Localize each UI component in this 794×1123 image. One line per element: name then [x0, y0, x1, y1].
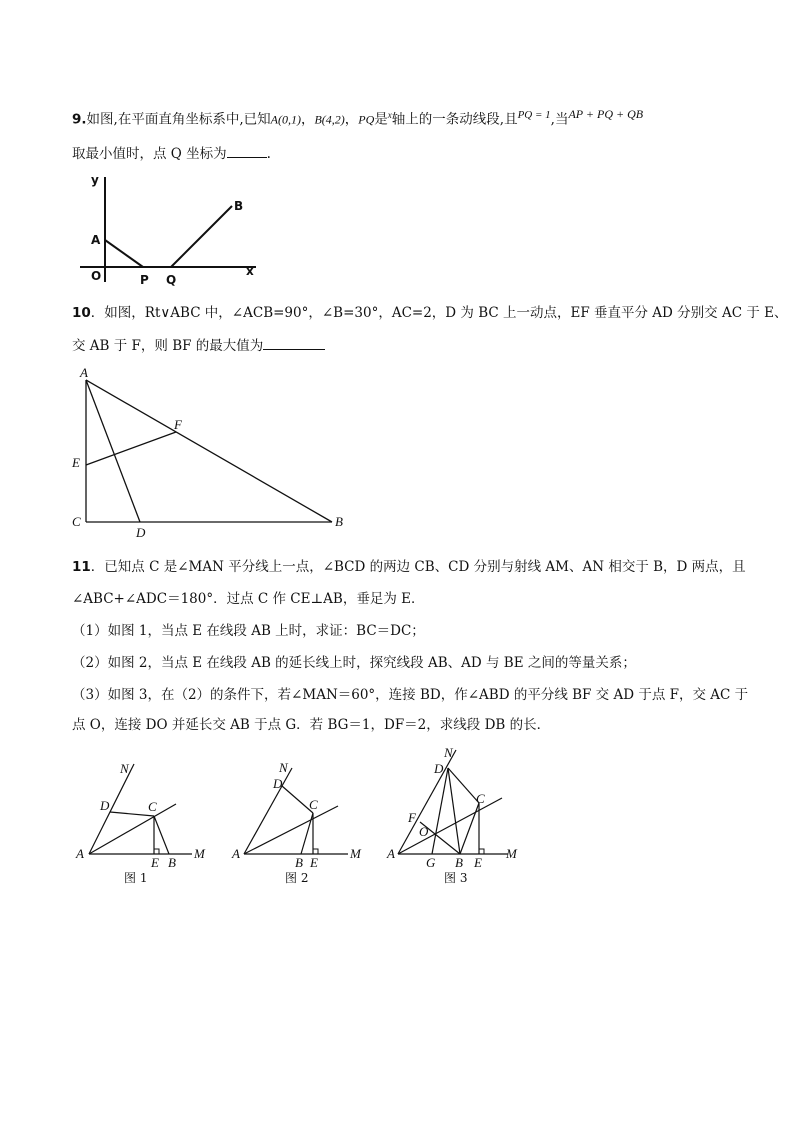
q11-part3a-text: （3）如图 3，在（2）的条件下，若∠MAN＝60°，连接 BD，作∠ABD 的平分线 BF 交 AD 于点 F，交 AC 于 [72, 687, 749, 703]
q10-label-f: F [174, 417, 182, 432]
fig1-label-e: E [151, 855, 159, 870]
fig3-label-e: E [474, 855, 482, 870]
q9-label-q: Q [166, 273, 177, 287]
fig3-label-d: D [434, 761, 444, 776]
fig1-caption: 图 1 [124, 871, 148, 885]
q9-line2 [72, 143, 271, 164]
fig1-label-m: M [194, 846, 205, 861]
q9-label-a: A [91, 233, 101, 247]
fig3-label-n: N [444, 745, 453, 760]
q9-label-b: B [234, 199, 244, 213]
fig2-label-n: N [279, 760, 288, 775]
q9-text2: 是 [374, 111, 388, 128]
q9-text3: 轴上的一条动线段,且 [391, 111, 518, 128]
fig1-seg-cb [154, 816, 169, 854]
fig1-label-a: A [76, 846, 84, 861]
fig2-bisector [244, 806, 338, 854]
q9-sep1: ， [300, 111, 315, 128]
fig1-label-b: B [168, 855, 176, 870]
q11-part3b-text: 点 O，连接 DO 并延长交 AB 于点 G．若 BG＝1，DF＝2，求线段 DB 的长． [72, 717, 551, 733]
q11-text2: ∠ABC+∠ADC＝180°．过点 C 作 CE⊥AB，垂足为 E． [72, 591, 425, 607]
q11-figure2 [228, 758, 368, 888]
q10-text1: ．如图，Rt∨ABC 中，∠ACB=90°，∠B=30°，AC=2，D 为 BC 上一动点，EF 垂直平分 AD 分别交 AC 于 E、 [90, 305, 788, 321]
q10-line2 [72, 335, 325, 356]
q9-seg-qb [171, 206, 232, 267]
q10-seg-ad [86, 380, 140, 522]
q9-number: 9. [72, 111, 87, 128]
q10-seg-ef [86, 432, 176, 465]
q9-answer-blank [227, 143, 267, 158]
q11-part3b [72, 715, 550, 735]
q11-part1-text: （1）如图 1，当点 E 在线段 AB 上时，求证：BC＝DC； [72, 623, 425, 639]
q9-expr: AP + PQ + QB [568, 107, 644, 121]
q9-label-o: O [91, 269, 102, 283]
q10-label-b: B [335, 514, 343, 529]
q10-text2: 交 AB 于 F，则 BF 的最大值为 [72, 338, 264, 354]
q10-label-d: D [136, 525, 146, 540]
q11-text1: ．已知点 C 是∠MAN 平分线上一点，∠BCD 的两边 CB、CD 分别与射线 AM、AN 相交于 B，D 两点，且 [90, 559, 746, 575]
q9-label-x: x [246, 264, 254, 278]
fig1-label-n: N [120, 761, 129, 776]
q9-xvar: x [387, 110, 392, 120]
q10-label-e: E [72, 455, 80, 470]
fig3-label-m: M [506, 846, 517, 861]
q10-line1 [72, 303, 787, 323]
q10-answer-blank [263, 335, 325, 350]
fig2-label-m: M [350, 846, 361, 861]
fig3-label-o: O [419, 824, 429, 839]
q9-label-p: P [140, 273, 149, 287]
q9-text4: ,当 [550, 111, 569, 128]
q9-pq-eq: PQ = 1 [517, 109, 551, 121]
fig2-seg-cb [301, 813, 313, 854]
q11-number: 11 [72, 559, 91, 575]
q9-text1: 如图,在平面直角坐标系中,已知 [86, 111, 271, 128]
fig2-caption: 图 2 [285, 871, 309, 885]
fig3-label-g: G [426, 855, 436, 870]
q9-label-y: y [91, 173, 99, 187]
q10-label-a: A [80, 365, 88, 380]
fig1-label-c: C [148, 799, 157, 814]
fig3-label-b: B [455, 855, 463, 870]
fig3-caption: 图 3 [444, 871, 468, 885]
fig2-label-a: A [232, 846, 240, 861]
fig3-label-f: F [408, 810, 416, 825]
q11-part2 [72, 653, 636, 673]
fig3-seg-dg [432, 768, 448, 854]
q11-line2 [72, 589, 425, 609]
fig2-label-c: C [309, 797, 318, 812]
q10-figure [66, 366, 356, 542]
fig1-right-angle [154, 849, 159, 854]
q10-label-c: C [72, 514, 81, 529]
q9-line1 [72, 104, 643, 130]
q9-point-b: B(4,2) [314, 112, 345, 127]
fig2-label-b: B [295, 855, 303, 870]
q11-line1 [72, 557, 746, 577]
q9-figure [78, 172, 268, 290]
fig3-label-a: A [387, 846, 395, 861]
fig2-label-e: E [310, 855, 318, 870]
fig1-label-d: D [100, 798, 110, 813]
q9-line2-text: 取最小值时，点 Q 坐标为 [72, 146, 227, 162]
q9-point-a: A(0,1) [270, 112, 301, 127]
q11-part1 [72, 621, 425, 641]
q11-part2-text: （2）如图 2，当点 E 在线段 AB 的延长线上时，探究线段 AB、AD 与 BE 之间的等量关系； [72, 655, 636, 671]
fig3-seg-cb [460, 803, 479, 854]
fig2-right-angle [313, 849, 318, 854]
q11-part3a [72, 685, 748, 705]
q9-pq: PQ [358, 112, 375, 127]
q10-number: 10 [72, 305, 91, 321]
q11-figure3 [384, 742, 534, 888]
fig3-seg-db [448, 768, 460, 854]
q9-seg-ap [105, 240, 143, 267]
fig3-label-c: C [476, 791, 485, 806]
fig3-right-angle [479, 849, 484, 854]
q11-figure1 [72, 758, 212, 888]
q9-end: . [266, 146, 271, 162]
fig2-label-d: D [273, 776, 283, 791]
q9-sep2: ， [344, 111, 359, 128]
